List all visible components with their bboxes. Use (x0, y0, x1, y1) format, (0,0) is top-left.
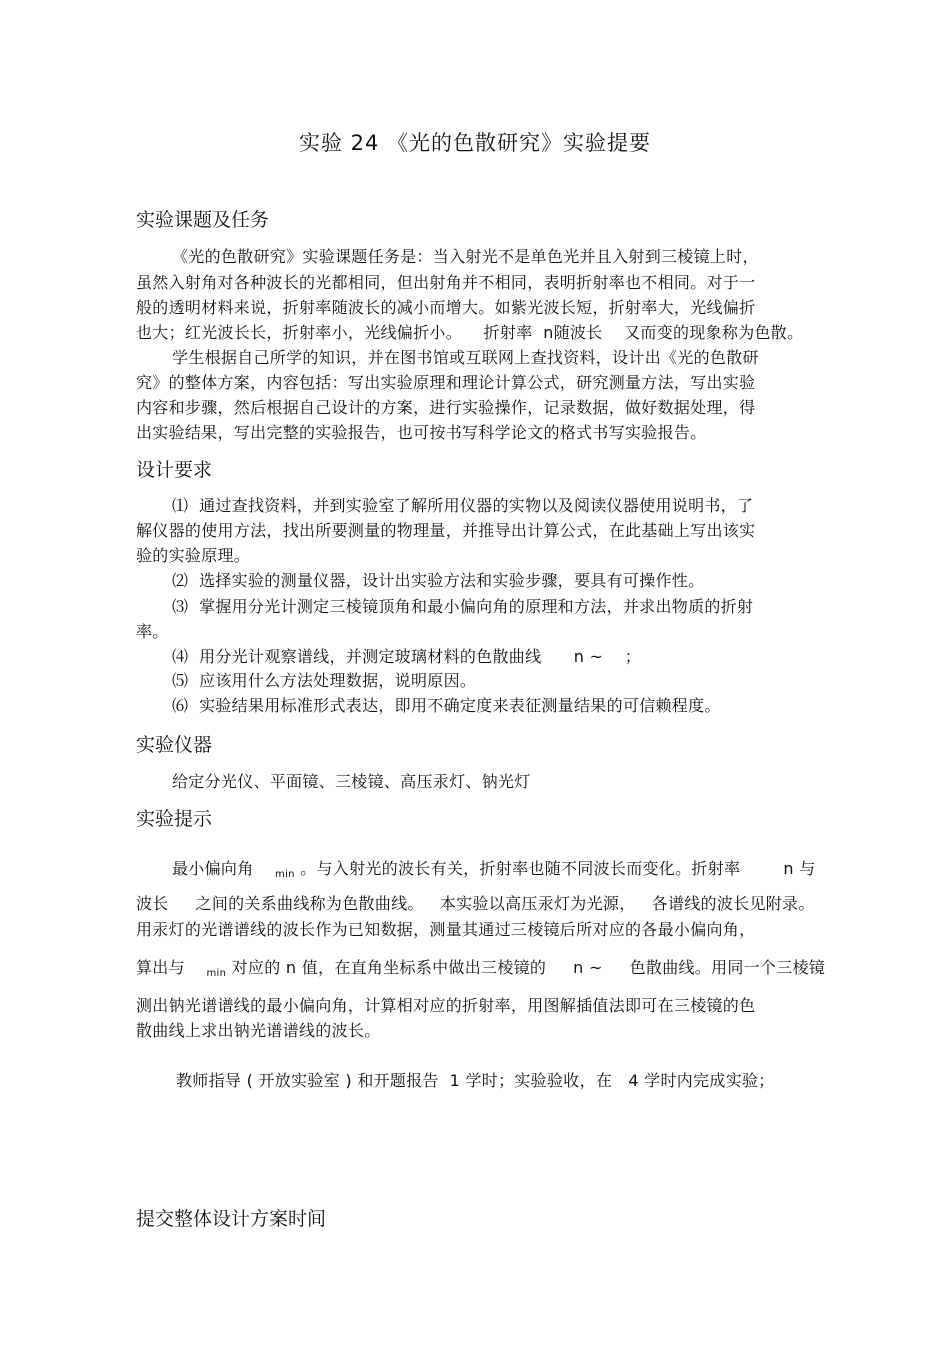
hints-line (172, 856, 816, 880)
task-line: 《光的色散研究》实验课题任务是：当入射光不是单色光并且入射到三棱镜上时， (172, 247, 759, 266)
hints-text: 算出与 (136, 958, 207, 977)
teacher-line: 教师指导 ( 开放实验室 ) 和开题报告 1 学时；实验验收，在 4 学时内完成实验； (176, 1071, 775, 1090)
heading-task: 实验课题及任务 (136, 209, 270, 231)
instruments-line: 给定分光仪、平面镜、三棱镜、高压汞灯、钠光灯 (172, 772, 531, 791)
min-subscript: min (275, 869, 295, 880)
design-line: ⑷ 用分光计观察谱线，并测定玻璃材料的色散曲线 n ~ ； (172, 647, 642, 666)
document-title: 实验 24 《光的色散研究》实验提要 (298, 131, 652, 155)
task-line: 究》的整体方案，内容包括：写出实验原理和理论计算公式，研究测量方法，写出实验 (136, 373, 756, 392)
task-line: 虽然入射角对各种波长的光都相同，但出射角并不相同，表明折射率也不相同。对于一 (136, 273, 756, 292)
design-line: 验的实验原理。 (136, 546, 251, 565)
task-line: 般的透明材料来说，折射率随波长的减小而增大。如紫光波长短，折射率大，光线偏折 (136, 298, 756, 317)
hints-line: 测出钠光谱谱线的最小偏向角，计算相对应的折射率，用图解插值法即可在三棱镜的色 (136, 996, 756, 1015)
heading-hints: 实验提示 (136, 808, 213, 830)
design-line: ⑸ 应该用什么方法处理数据，说明原因。 (172, 671, 477, 690)
hints-text: 对应的 n 值，在直角坐标系中做出三棱镜的 n ~ 色散曲线。用同一个三棱镜 (226, 958, 826, 977)
design-line: ⑹ 实验结果用标准形式表达，即用不确定度来表征测量结果的可信赖程度。 (172, 696, 721, 715)
design-line: ⑴ 通过查找资料，并到实验室了解所用仪器的实物以及阅读仪器使用说明书，了 (172, 496, 754, 515)
heading-design: 设计要求 (136, 459, 213, 481)
hints-line: 波长 之间的关系曲线称为色散曲线。 本实验以高压汞灯为光源， 各谱线的波长见附录。 (136, 894, 815, 913)
heading-submit: 提交整体设计方案时间 (136, 1208, 327, 1230)
hints-line: 用汞灯的光谱谱线的波长作为已知数据，测量其通过三棱镜后所对应的各最小偏向角， (136, 920, 756, 939)
hints-text: 。与入射光的波长有关，折射率也随不同波长而变化。折射率 n 与 (294, 859, 816, 878)
min-subscript: min (206, 968, 227, 979)
heading-instruments: 实验仪器 (136, 734, 213, 756)
design-line: 率。 (136, 622, 169, 641)
design-line: ⑶ 掌握用分光计测定三棱镜顶角和最小偏向角的原理和方法，并求出物质的折射 (172, 597, 754, 616)
task-line: 内容和步骤，然后根据自己设计的方案，进行实验操作，记录数据，做好数据处理，得 (136, 398, 756, 417)
task-line: 出实验结果，写出完整的实验报告，也可按书写科学论文的格式书写实验报告。 (136, 423, 707, 442)
hints-line (136, 955, 825, 979)
task-line: 学生根据自己所学的知识，并在图书馆或互联网上查找资料，设计出《光的色散研 (172, 348, 759, 367)
task-line: 也大；红光波长长，折射率小，光线偏折小。 折射率 n随波长 又而变的现象称为色散。 (136, 323, 804, 342)
design-line: ⑵ 选择实验的测量仪器，设计出实验方法和实验步骤，要具有可操作性。 (172, 571, 705, 590)
hints-line: 散曲线上求出钠光谱谱线的波长。 (136, 1021, 381, 1040)
hints-text: 最小偏向角 (172, 859, 276, 878)
design-line: 解仪器的使用方法，找出所要测量的物理量，并推导出计算公式，在此基础上写出该实 (136, 521, 756, 540)
